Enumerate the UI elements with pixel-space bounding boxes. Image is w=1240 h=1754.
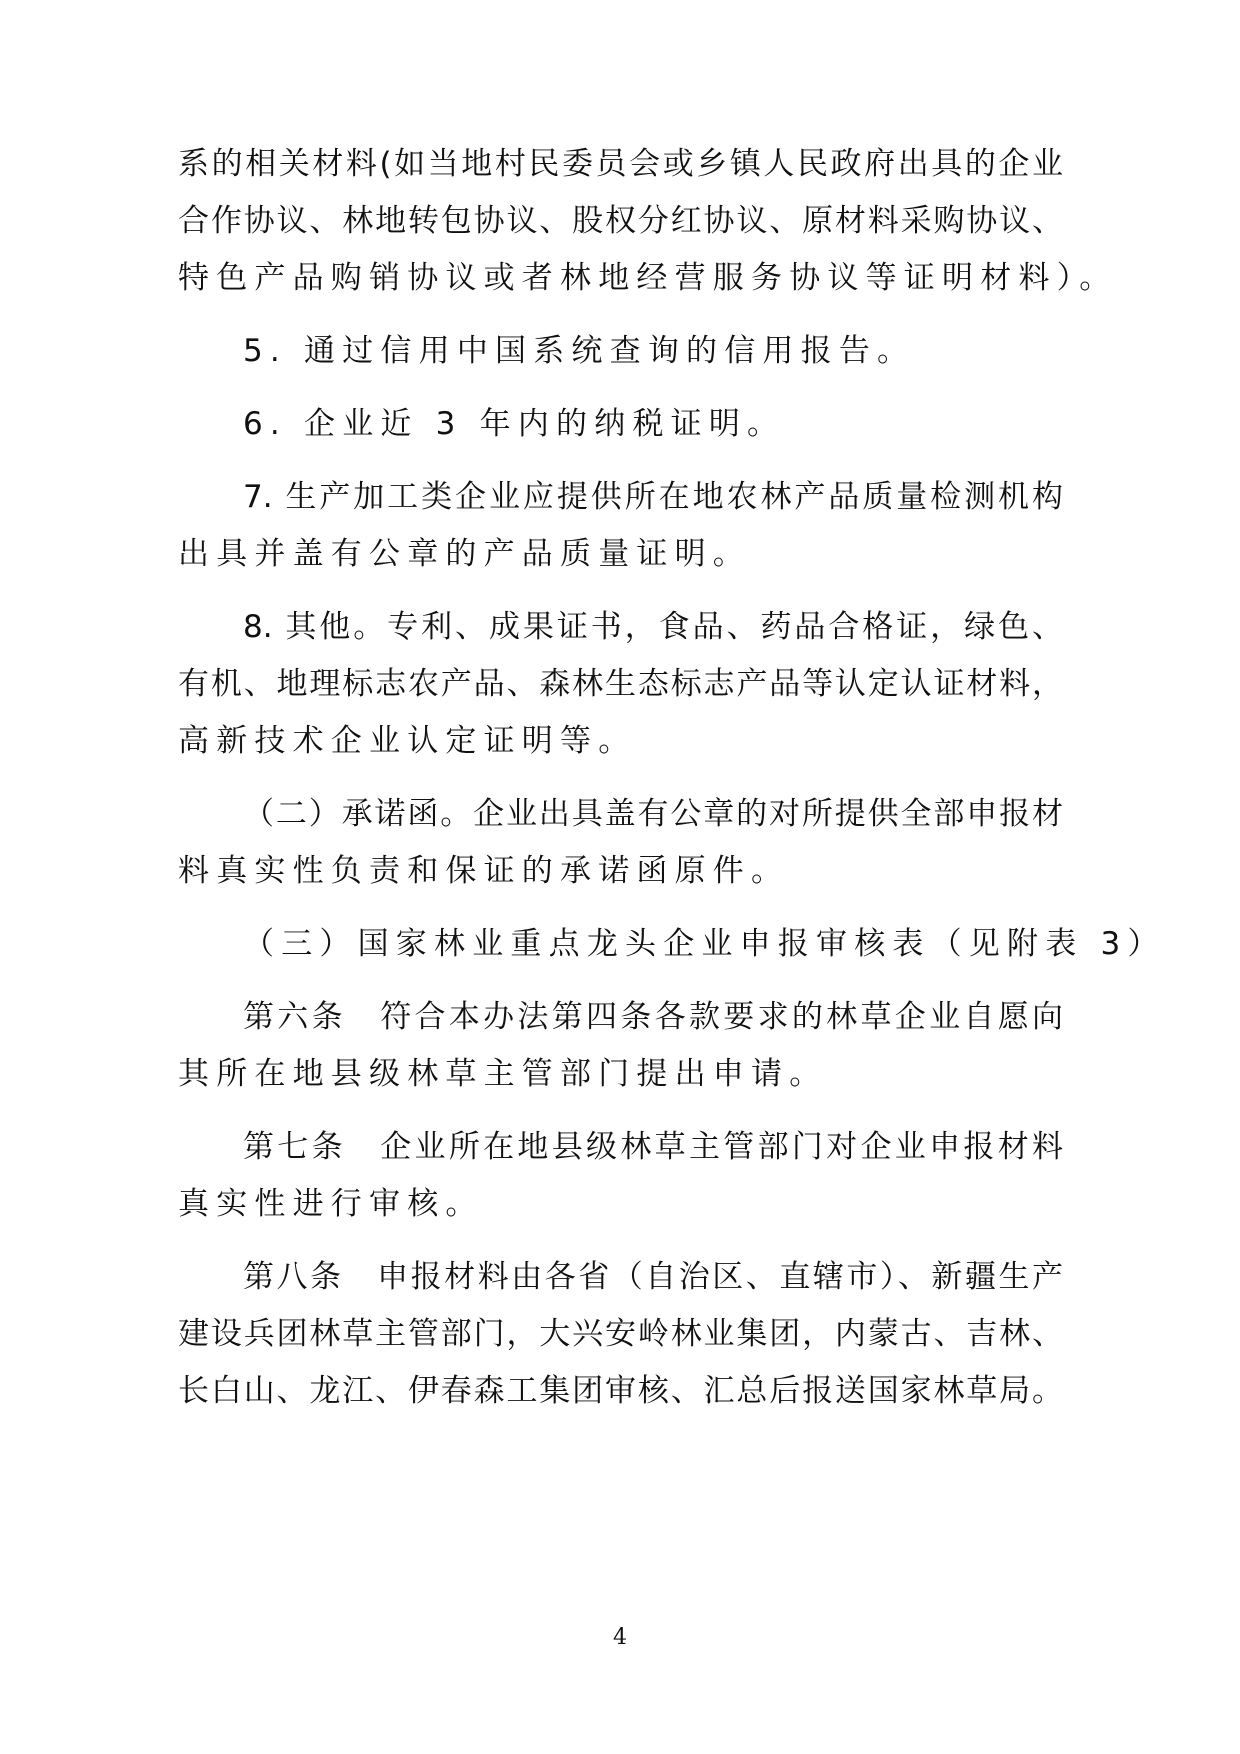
list-item-8: 8. 其他。专利、成果证书，食品、药品合格证，绿色、	[243, 609, 1063, 645]
list-item-6: 6. 企业近 3 年内的纳税证明。	[243, 406, 786, 442]
body-text-line: 长白山、龙江、伊春森工集团审核、汇总后报送国家林草局。	[178, 1373, 1063, 1409]
body-text-line: 出具并盖有公章的产品质量证明。	[178, 536, 751, 572]
body-text-line: 料真实性负责和保证的承诺函原件。	[178, 853, 790, 889]
list-item-7: 7. 生产加工类企业应提供所在地农林产品质量检测机构	[243, 479, 1063, 515]
page-number: 4	[613, 1625, 627, 1650]
body-text-line: 特色产品购销协议或者林地经营服务协议等证明材料）。	[178, 260, 1118, 296]
article-eight: 第八条 申报材料由各省（自治区、直辖市）、新疆生产	[243, 1259, 1063, 1295]
section-commitment-letter: （二）承诺函。企业出具盖有公章的对所提供全部申报材	[243, 796, 1063, 832]
body-text-line: 其所在地县级林草主管部门提出申请。	[178, 1056, 828, 1092]
body-text-line: 高新技术企业认定证明等。	[178, 723, 637, 759]
article-six: 第六条 符合本办法第四条各款要求的林草企业自愿向	[243, 999, 1063, 1035]
article-seven: 第七条 企业所在地县级林草主管部门对企业申报材料	[243, 1129, 1063, 1165]
body-text-line: 建设兵团林草主管部门，大兴安岭林业集团，内蒙古、吉林、	[178, 1316, 1063, 1352]
body-text-line: 真实性进行审核。	[178, 1186, 484, 1222]
section-review-form: （三）国家林业重点龙头企业申报审核表（见附表 3）	[243, 926, 1166, 962]
body-text-line: 系的相关材料(如当地村民委员会或乡镇人民政府出具的企业	[178, 146, 1063, 182]
list-item-5: 5. 通过信用中国系统查询的信用报告。	[243, 333, 916, 369]
body-text-line: 有机、地理标志农产品、森林生态标志产品等认定认证材料，	[178, 666, 1063, 702]
body-text-line: 合作协议、林地转包协议、股权分红协议、原材料采购协议、	[178, 203, 1063, 239]
